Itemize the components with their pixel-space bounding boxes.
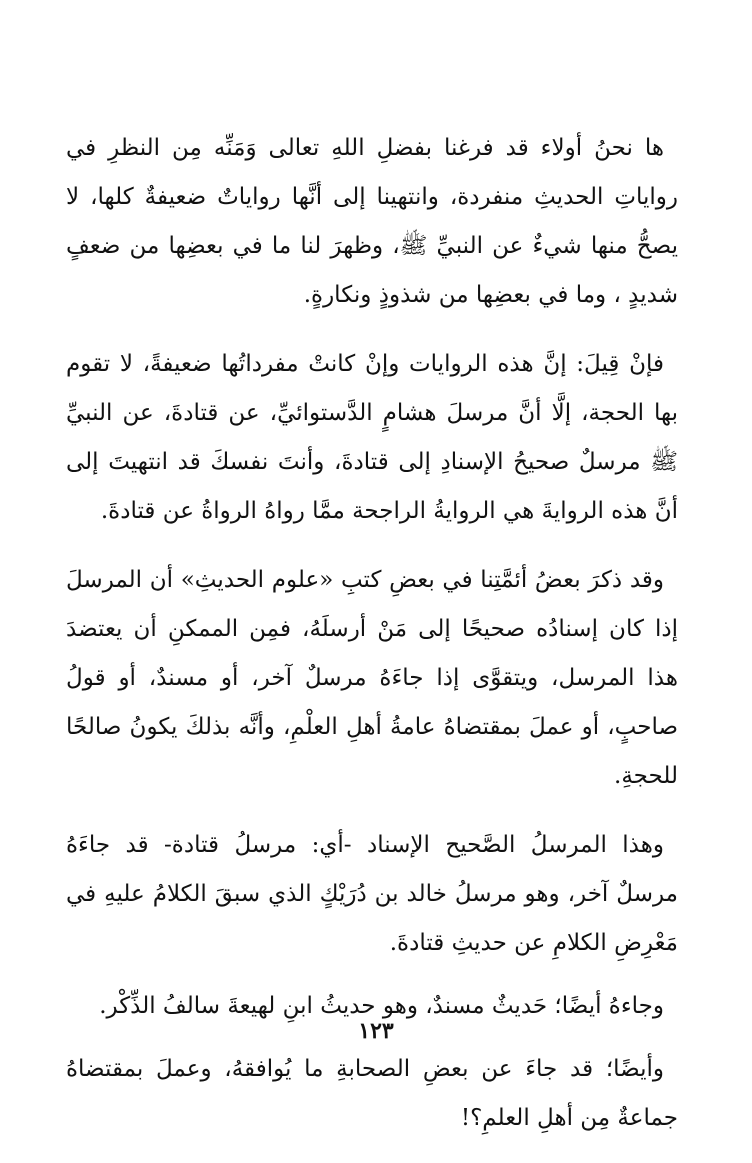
- paragraph-companions: وأيضًا؛ قد جاءَ عن بعضِ الصحابةِ ما يُوافقهُ، وعملَ بمقتضاهُ جماعةٌ مِن أهلِ العلمِ؟!: [66, 1056, 678, 1131]
- paragraph-mursal-rule: وقد ذكرَ بعضُ أئمَّتِنا في بعضِ كتبِ «علوم الحديثِ» أن المرسلَ إذا كان إسنادُه صحيحًا إلى مَنْ أرسلَهُ، فمِن الممكنِ أن يعتضدَ هذا المرسل، ويتقوَّى إذا جاءَهُ مرسلٌ آخر، أو مسندٌ، أو قولُ صاحبٍ، أو عملَ بمقتضاهُ عامةُ أهلِ العلْمِ، وأنَّه بذلكَ يكونُ صالحًا للحجةِ.: [66, 567, 678, 789]
- body-text: [66, 124, 678, 1163]
- page-number: ١٢٣: [358, 1018, 394, 1044]
- paragraph-conclusion: ها نحنُ أولاء قد فرغنا بفضلِ اللهِ تعالى وَمَنِّه مِن النظرِ في رواياتِ الحديثِ منفردة، وانتهينا إلى أنَّها رواياتٌ ضعيفةٌ كلها، لا يصحُّ منها شيءٌ عن النبيِّ ﷺ، وظهرَ لنا ما في بعضِها من ضعفٍ شديدٍ ، وما في بعضِها من شذوذٍ ونكارةٍ.: [66, 135, 678, 308]
- paragraph-objection: فإنْ قِيلَ: إنَّ هذه الروايات وإنْ كانتْ مفرداتُها ضعيفةً، لا تقوم بها الحجة، إلَّا أنَّ مرسلَ هشامٍ الدَّستوائيِّ، عن قتادةَ، عن النبيِّ ﷺ مرسلٌ صحيحُ الإسنادِ إلى قتادةَ، وأنتَ نفسكَ قد انتهيتَ إلى أنَّ هذه الروايةَ هي الروايةُ الراجحة ممَّا رواهُ الرواةُ عن قتادةَ.: [66, 351, 678, 524]
- paragraph-musnad-hadith: وجاءهُ أيضًا؛ حَديثٌ مسندٌ، وهو حديثُ ابنِ لهيعةَ سالفُ الذِّكْر.: [99, 993, 664, 1019]
- paragraph-qatada-mursal: وهذا المرسلُ الصَّحيح الإسناد -أي: مرسلُ قتادة- قد جاءَهُ مرسلٌ آخر، وهو مرسلُ خالد بن دُرَيْكٍ الذي سبقَ الكلامُ عليهِ في مَعْرِضِ الكلامِ عن حديثِ قتادةَ.: [66, 832, 678, 956]
